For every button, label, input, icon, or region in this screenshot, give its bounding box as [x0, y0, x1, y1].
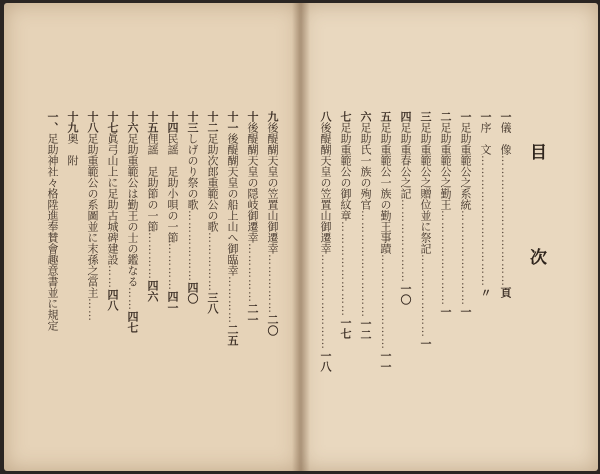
toc-entry-l4: 十三しげのり祭の歌………………四〇: [186, 111, 199, 304]
toc-entry-l0: 九後醍醐天皇の笠置山御遷幸……………二〇: [266, 111, 279, 336]
toc-title-mokuji-1: 目: [526, 143, 546, 160]
book-spread: [4, 3, 598, 471]
toc-entry-l3: 十二足助次郎重範公の歌……………三八: [206, 111, 219, 314]
toc-entry-r1: 一序 文……………………………〃: [479, 111, 492, 298]
toc-entry-r8: 七足助重範公の御紋章……………………一七: [339, 111, 352, 339]
toc-entry-l5: 十四民謡 足助小唄の一節…………四一: [166, 111, 179, 313]
toc-entry-l9: 十八足助重範公の系圖並に末孫之當主……: [86, 111, 99, 322]
toc-entry-r9: 八後醍醐天皇の笠置山御遷幸……………………一八: [319, 111, 332, 372]
toc-entry-r5: 四足助重春公之記…………………一〇: [399, 111, 412, 305]
toc-entry-l7: 十六足助重範公は勤王の士の鑑なる……四七: [126, 111, 139, 333]
toc-entry-l8: 十七眞弓山上に足助古城碑建設……四八: [106, 111, 119, 311]
toc-entry-r0: 一儀 像……………………………頁: [499, 111, 512, 298]
toc-entry-l11: 一、足助神社々格陞進奉賛會趣意書並に規定: [46, 111, 59, 331]
toc-entry-r2: 一足助重範公之系統……………………一: [459, 111, 472, 317]
toc-entry-l1: 十後醍醐天皇の隠岐御遷幸……………二一: [246, 111, 259, 325]
toc-entry-r7: 六足助氏一族の殉官………………………一二: [359, 111, 372, 340]
toc-entry-l6: 十五俚謡 足助節の一節…………四六: [146, 111, 159, 302]
book-gutter: [292, 3, 310, 471]
toc-entry-r4: 三足助重範公之贈位並に祭記…………………一: [419, 111, 432, 349]
toc-entry-l10: 十九奥 附: [66, 111, 79, 166]
toc-entry-r6: 五足助重範公一族の勤王事蹟……………………一一: [379, 111, 392, 372]
toc-entry-l2: 十一後醍醐天皇の船上山へ御臨幸…………二五: [226, 111, 239, 346]
toc-title-mokuji-2: 次: [526, 248, 546, 265]
toc-entry-r3: 二足助重範公之勤王……………………一: [439, 111, 452, 317]
